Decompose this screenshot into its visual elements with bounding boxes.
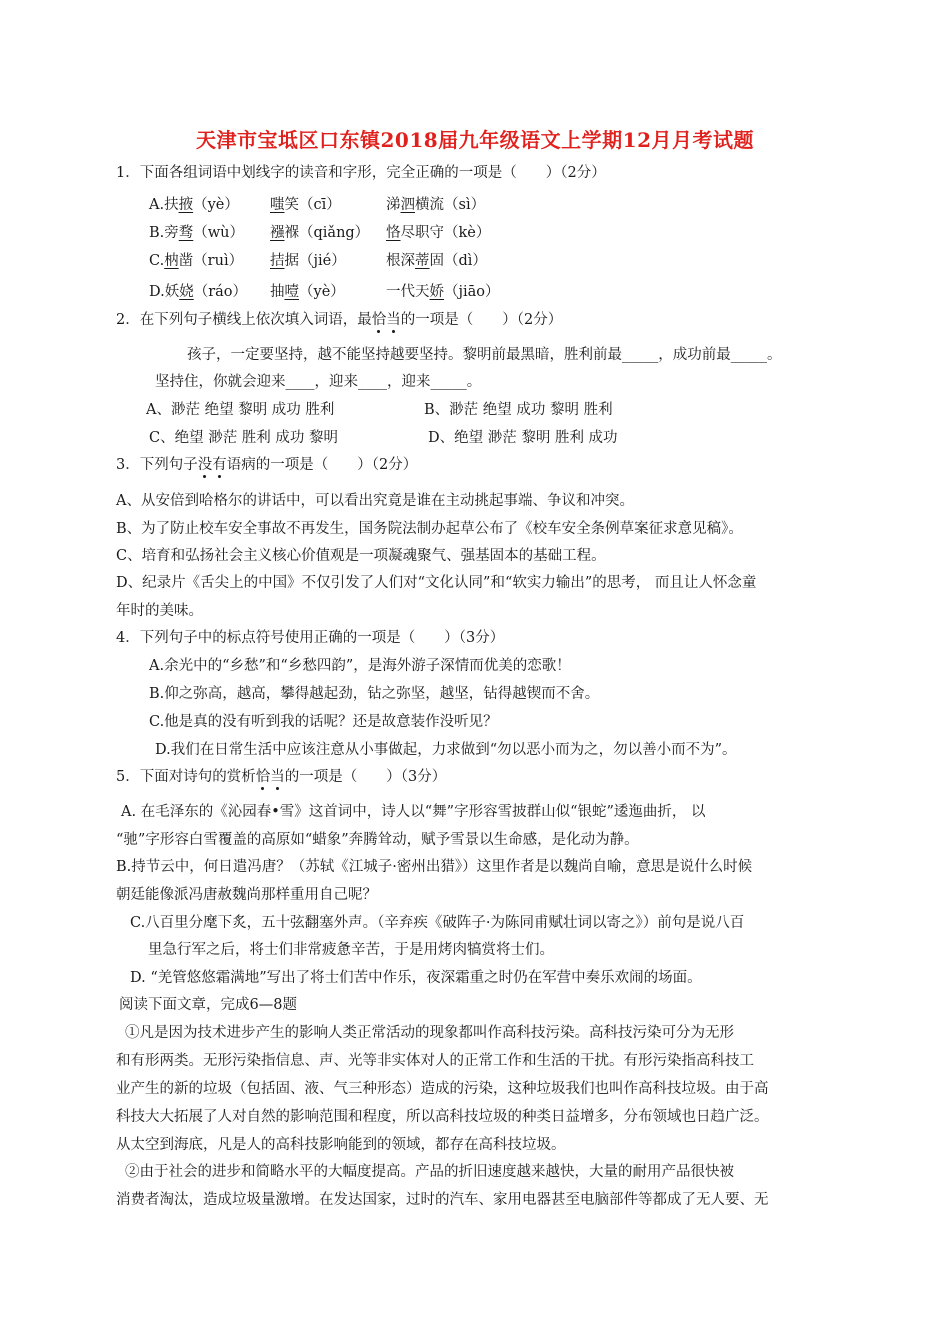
reading-p1-line: 科技大大拓展了人对自然的影响范围和程度，所以高科技垃圾的种类日益增多，分布领域也日趋广泛。 — [116, 1109, 769, 1125]
q3-option-c: C、培育和弘扬社会主义核心价值观是一项凝魂聚气、强基固本的基础工程。 — [116, 548, 606, 564]
q5-option-c-line2: 里急行军之后，将士们非常疲惫辛苦，于是用烤肉犒赏将士们。 — [148, 942, 554, 958]
q1-option-a-word1: A.扶掖（yè） — [149, 197, 239, 213]
reading-p2-line: ②由于社会的进步和简略水平的大幅度提高。产品的折旧速度越来越快，大量的耐用产品很快被 — [125, 1164, 734, 1180]
q2-stem: 2．在下列句子横线上依次填入词语，最恰当的一项是（ ）（2分） — [116, 312, 563, 328]
q4-stem: 4．下列句子中的标点符号使用正确的一项是（ ）（3分） — [116, 630, 505, 646]
q1-option-d-word1: D.妖娆（ráo） — [149, 284, 248, 300]
q2-option-a: A、渺茫 绝望 黎明 成功 胜利 — [146, 402, 335, 418]
q1-option-a-word3: 涕泗横流（sì） — [386, 197, 486, 213]
q1-option-c-word2: 拮据（jié） — [270, 253, 346, 269]
reading-intro: 阅读下面文章，完成6—8题 — [119, 997, 297, 1013]
q1-option-d-word2: 抽噎（yè） — [270, 284, 345, 300]
reading-p2-line: 消费者淘汰，造成垃圾量激增。在发达国家，过时的汽车、家用电器甚至电脑部件等都成了无人要、无 — [116, 1192, 769, 1208]
q4-option-b: B.仰之弥高，越高，攀得越起劲，钻之弥坚，越坚，钻得越锲而不舍。 — [149, 686, 600, 702]
page-title: 天津市宝坻区口东镇2018届九年级语文上学期12月月考试题 — [196, 128, 754, 152]
q1-option-b-word1: B.旁骛（wù） — [149, 225, 245, 241]
q3-option-a: A、从安倍到哈格尔的讲话中，可以看出究竟是谁在主动挑起事端、争议和冲突。 — [116, 493, 634, 509]
q1-option-d-word3: 一代天娇（jiāo） — [386, 284, 500, 300]
q5-option-b-line2: 朝廷能像派冯唐赦魏尚那样重用自己呢？ — [116, 887, 377, 903]
q5-option-b-line1: B.持节云中，何日遣冯唐？（苏轼《江城子·密州出猎》）这里作者是以魏尚自喻，意思是说什么时候 — [116, 859, 753, 875]
q2-option-c: C、绝望 渺茫 胜利 成功 黎明 — [149, 430, 339, 446]
q3-option-d-line2: 年时的美味。 — [116, 603, 203, 619]
q5-option-a-line1: A. 在毛泽东的《沁园春•雪》这首词中，诗人以“舞”字形容雪披群山似“银蛇”逶迤曲折， 以 — [121, 804, 706, 820]
reading-p1-line: 和有形两类。无形污染指信息、声、光等非实体对人的正常工作和生活的干扰。有形污染指高科技工 — [116, 1053, 754, 1069]
q2-option-d: D、绝望 渺茫 黎明 胜利 成功 — [428, 430, 618, 446]
q5-option-a-line2: “驰”字形容白雪覆盖的高原如“蜡象”奔腾耸动，赋予雪景以生命感，是化动为静。 — [116, 832, 639, 848]
q3-option-b: B、为了防止校车安全事故不再发生，国务院法制办起草公布了《校车安全条例草案征求意见稿》。 — [116, 521, 743, 537]
q5-option-c-line1: C.八百里分麾下炙，五十弦翻塞外声。（辛弃疾《破阵子·为陈同甫赋壮词以寄之》）前句是说八百 — [130, 915, 745, 931]
q5-option-d: D. “羌管悠悠霜满地”写出了将士们苦中作乐，夜深霜重之时仍在军营中奏乐欢闹的场面。 — [130, 970, 702, 986]
q4-option-c: C.他是真的没有听到我的话呢？还是故意装作没听见？ — [149, 714, 498, 730]
reading-p1-line: 从太空到海底，凡是人的高科技影响能到的领域，都存在高科技垃圾。 — [116, 1137, 566, 1153]
q5-stem: 5．下面对诗句的赏析恰当的一项是（ ）（3分） — [116, 769, 447, 785]
q1-option-b-word3: 恪尽职守（kè） — [386, 225, 491, 241]
q4-option-d: D.我们在日常生活中应该注意从小事做起，力求做到“勿以恶小而为之，勿以善小而不为”。 — [155, 742, 737, 758]
reading-p1-line: 业产生的新的垃圾（包括固、液、气三种形态）造成的污染，这种垃圾我们也叫作高科技垃圾。由于高 — [116, 1081, 769, 1097]
q1-option-c-word1: C.枘凿（ruì） — [149, 253, 244, 269]
q1-option-c-word3: 根深蒂固（dì） — [386, 253, 487, 269]
q3-option-d-line1: D、纪录片《舌尖上的中国》不仅引发了人们对“文化认同”和“软实力输出”的思考， 而且让人怀念童 — [116, 575, 757, 591]
reading-p1-line: ①凡是因为技术进步产生的影响人类正常活动的现象都叫作高科技污染。高科技污染可分为无形 — [125, 1025, 734, 1041]
q2-passage-line1: 孩子，一定要坚持，越不能坚持越要坚持。黎明前最黑暗，胜利前最_____，成功前最_____。 — [187, 347, 782, 363]
q4-option-a: A.余光中的“乡愁”和“乡愁四韵”，是海外游子深情而优美的恋歌！ — [149, 658, 571, 674]
q2-passage-line2: 坚持住，你就会迎来____，迎来____，迎来_____。 — [155, 374, 482, 390]
q1-option-a-word2: 嗤笑（cī） — [270, 197, 341, 213]
q2-option-b: B、渺茫 绝望 成功 黎明 胜利 — [424, 402, 613, 418]
q1-option-b-word2: 襁褓（qiǎng） — [270, 225, 370, 241]
q1-stem: 1．下面各组词语中划线字的读音和字形，完全正确的一项是（ ）（2分） — [116, 165, 606, 181]
q3-stem: 3．下列句子没有语病的一项是（ ）（2分） — [116, 457, 418, 473]
